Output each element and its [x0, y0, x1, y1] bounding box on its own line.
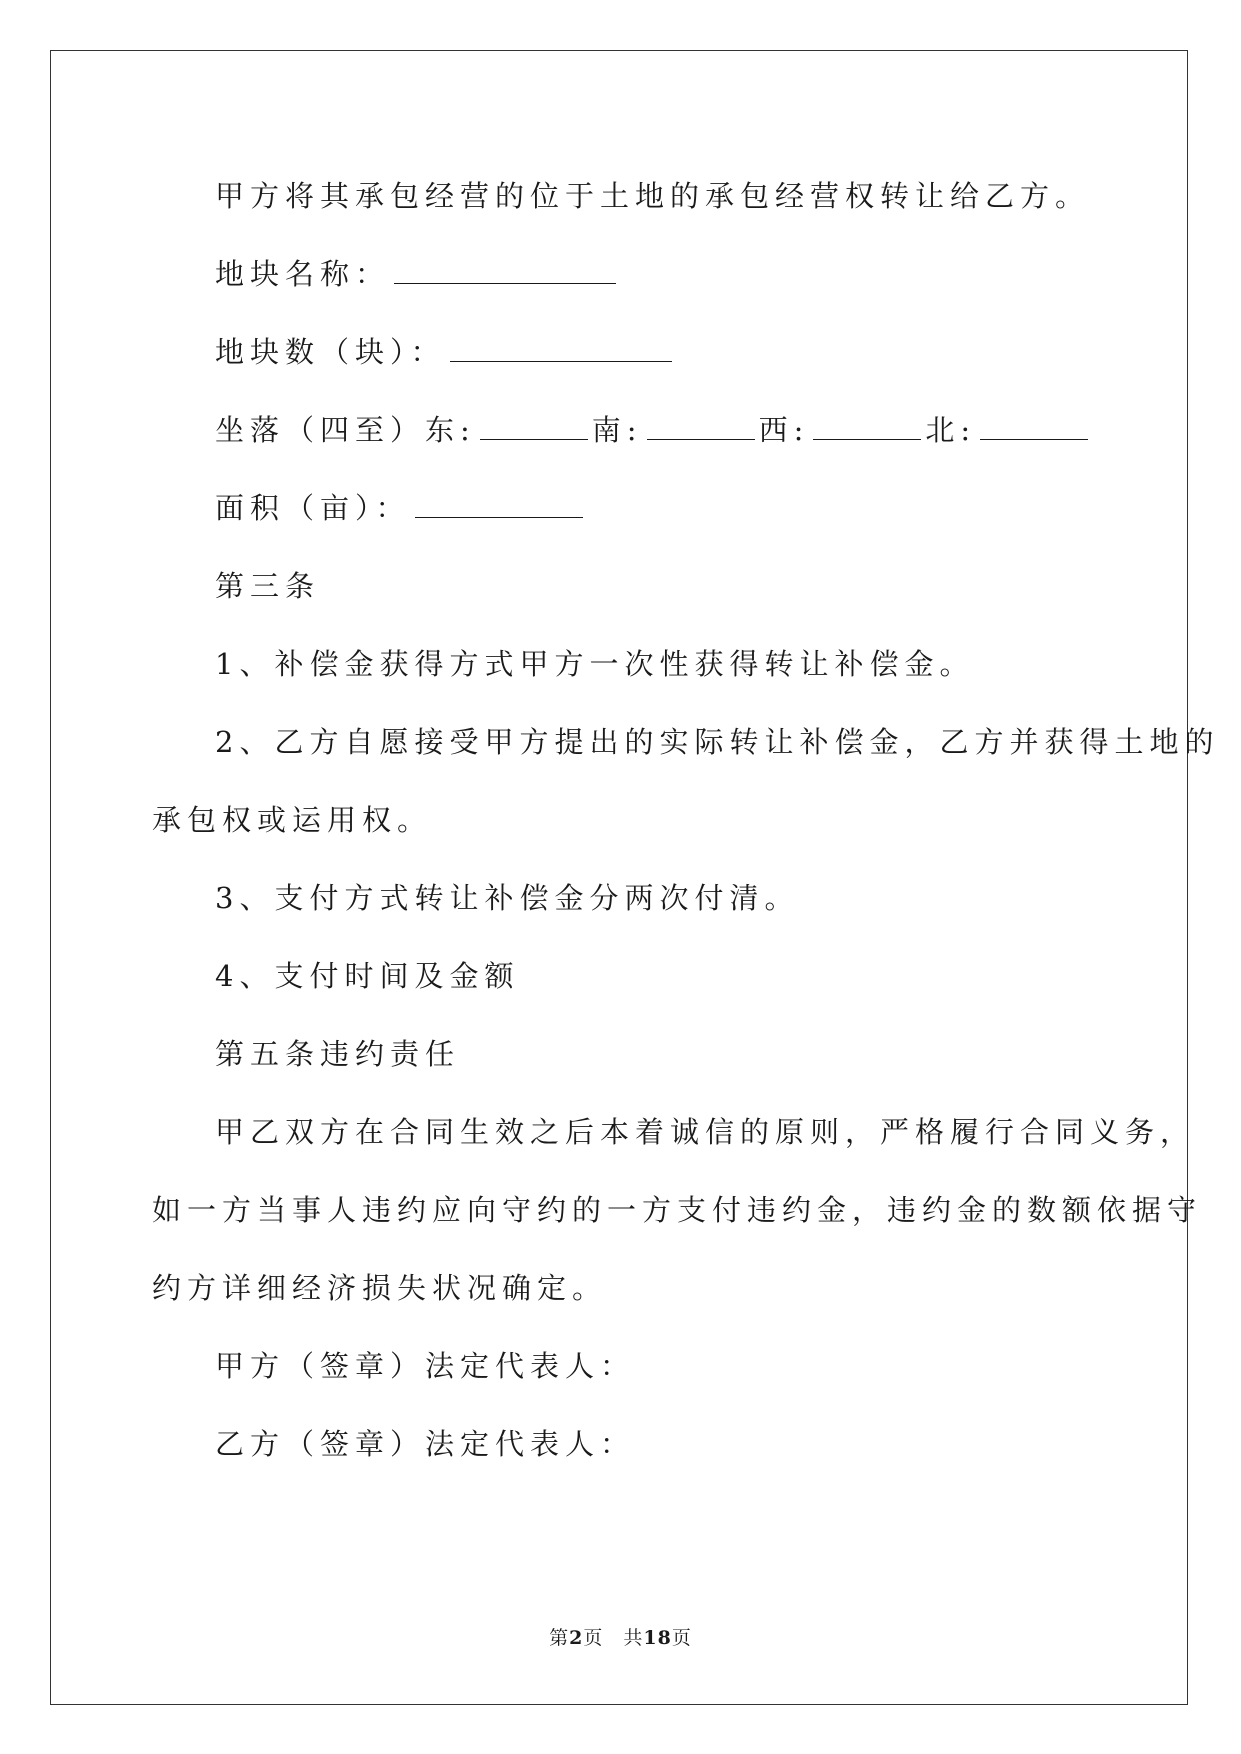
south-blank[interactable] [647, 411, 755, 440]
east-label: 东: [425, 413, 476, 447]
plot-name-label: 地块名称： [215, 257, 391, 291]
total-prefix: 共 [623, 1627, 644, 1649]
plot-count-row [215, 332, 676, 372]
west-label: 西: [758, 413, 810, 447]
paragraph-transfer-statement: 甲方将其承包经营的位于土地的承包经营权转让给乙方。 [215, 179, 1091, 213]
west-blank[interactable] [813, 411, 921, 440]
plot-name-row [215, 254, 620, 294]
clause-4: 4、支付时间及金额 [215, 959, 520, 993]
liability-line-2: 如一方当事人违约应向守约的一方支付违约金，违约金的数额依据守 [152, 1193, 1203, 1227]
north-label: 北: [925, 413, 977, 447]
clause-2-line-1: 2、乙方自愿接受甲方提出的实际转让补偿金，乙方并获得土地的 [215, 725, 1220, 759]
party-b-signature-line: 乙方（签章）法定代表人： [215, 1427, 636, 1461]
area-row [215, 488, 587, 528]
north-blank[interactable] [980, 411, 1088, 440]
location-row [215, 410, 1092, 450]
page-current: 2 [569, 1627, 584, 1649]
page-prefix: 第 [549, 1627, 570, 1649]
page-footer [0, 1626, 1241, 1650]
east-blank[interactable] [480, 411, 588, 440]
plot-name-blank[interactable] [394, 255, 616, 284]
area-blank[interactable] [415, 489, 583, 518]
clause-2-line-2: 承包权或运用权。 [152, 803, 433, 837]
article-five-heading: 第五条违约责任 [215, 1037, 461, 1071]
plot-count-blank[interactable] [450, 333, 672, 362]
liability-line-1: 甲乙双方在合同生效之后本着诚信的原则，严格履行合同义务， [215, 1115, 1196, 1149]
article-three-heading: 第三条 [215, 569, 321, 603]
clause-3: 3、支付方式转让补偿金分两次付清。 [215, 881, 800, 915]
location-label: 坐落（四至） [215, 413, 426, 447]
total-suffix: 页 [671, 1627, 692, 1649]
page-total: 18 [643, 1627, 672, 1649]
page-suffix: 页 [583, 1627, 604, 1649]
south-label: 南: [591, 413, 643, 447]
liability-line-3: 约方详细经济损失状况确定。 [152, 1271, 608, 1305]
plot-count-label: 地块数（块）： [215, 335, 446, 369]
clause-1: 1、补偿金获得方式甲方一次性获得转让补偿金。 [215, 647, 975, 681]
area-label: 面积（亩）： [215, 491, 411, 525]
party-a-signature-line: 甲方（签章）法定代表人： [215, 1349, 636, 1383]
